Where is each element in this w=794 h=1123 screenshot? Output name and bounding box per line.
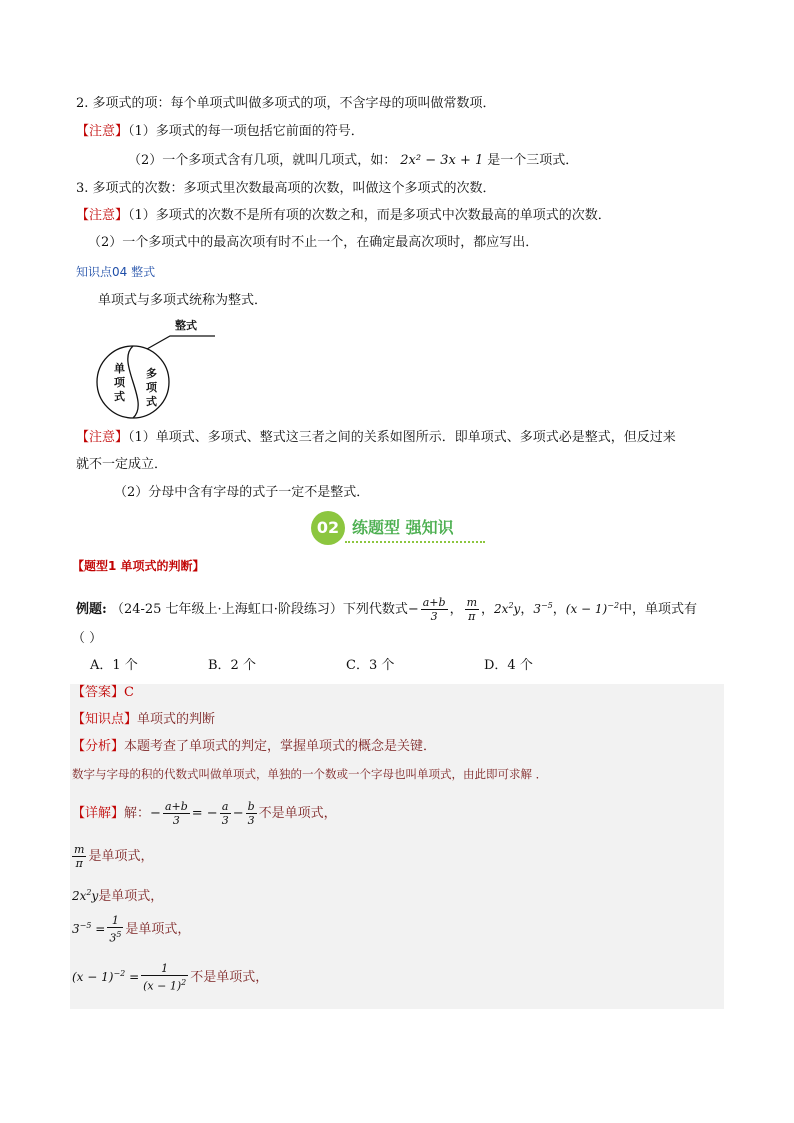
note-6: （2）分母中含有字母的式子一定不是整式． [114, 485, 370, 500]
knowledge-value: 单项式的判断 [137, 712, 216, 727]
knowledge-line [72, 711, 215, 729]
detail-step-3: $2x^2y$是单项式， [72, 888, 164, 904]
detail-tag: 【详解】 [72, 806, 125, 821]
diagram-label-polynomial: 多 项 式 [146, 367, 157, 408]
question-stem-text: 中，单项式有 [619, 602, 698, 617]
section-underline [345, 541, 485, 543]
note-tag: 【注意】 [76, 208, 129, 223]
analysis-tag: 【分析】 [72, 739, 125, 754]
note-text: （1）多项式的次数不是所有项的次数之和，而是多项式中次数最高的单项式的次数． [128, 208, 611, 223]
note-text: （2）一个多项式含有几项，就叫几项式，如： [128, 153, 397, 168]
knowledge-point-body: 单项式与多项式统称为整式． [98, 293, 268, 308]
section-title: 练题型 强知识 [352, 518, 454, 537]
note-2 [128, 152, 578, 170]
option-c[interactable]: C．3 个 [346, 658, 395, 673]
option-a[interactable]: A．1 个 [90, 658, 138, 673]
answer-panel [70, 684, 724, 1009]
note-4: （2）一个多项式中的最高次项有时不止一个，在确定最高次项时，都应写出． [88, 235, 539, 250]
section-number-badge: 02 [311, 511, 345, 545]
note-3 [76, 207, 611, 225]
question-type-title: 【题型1 单项式的判断】 [72, 559, 205, 573]
note-text: （1）单项式、多项式、整式这三者之间的关系如图所示．即单项式、多项式必是整式，但反过来 [128, 430, 676, 445]
detail-step-1: 【详解】解：− $\frac{a+b}{3}$ = − $\frac{a}{3}$ − $\frac{b}{3}$ 不是单项式， [72, 800, 337, 827]
answer-tag: 【答案】 [72, 685, 125, 700]
note-math: 2x² − 3x + 1 [400, 153, 484, 168]
detail-step-4: $3^{-5}$ = $\frac{1}{3^5}$ 是单项式， [72, 914, 191, 945]
option-d[interactable]: D．4 个 [484, 658, 533, 673]
note-text: （1）多项式的每一项包括它前面的符号． [128, 124, 364, 139]
knowledge-point-title: 知识点04 整式 [76, 265, 156, 279]
note-tag: 【注意】 [76, 430, 129, 445]
note-5 [76, 429, 676, 447]
note-1 [76, 123, 364, 141]
answer-line [72, 684, 134, 702]
diagram-label-monomial: 单 项 式 [114, 362, 125, 403]
analysis-line-2: 数字与字母的积的代数式叫做单项式，单独的一个数或一个字母也叫单项式，由此即可求解 ． [72, 767, 548, 781]
diagram-label-integral: 整式 [175, 319, 197, 332]
detail-step-5: $(x - 1)^{-2}$ = $\frac{1}{(x - 1)^2}$ 不是单项式， [72, 962, 269, 993]
knowledge-tag: 【知识点】 [72, 712, 138, 727]
option-b[interactable]: B．2 个 [208, 658, 256, 673]
question-label: 例题: [76, 602, 107, 617]
detail-step-2: $\frac{m}{\pi}$ 是单项式， [74, 843, 154, 870]
answer-paren: （ ） [72, 631, 103, 646]
note-tag: 【注意】 [76, 124, 129, 139]
analysis-line [72, 738, 436, 756]
question-stem: 例题: （24-25 七年级上·上海虹口·阶段练习）下列代数式− $\frac{a+b}{3}$ ， $\frac{m}{\pi}$ ，$2x^2y$，$3^{-5}$，$(x - 1)^{-2}$中，单项式有 [76, 596, 698, 623]
answer-value: C [124, 685, 134, 700]
degree-definition: 3. 多项式的次数：多项式里次数最高项的次数，叫做这个多项式的次数． [76, 181, 496, 196]
term-definition: 2. 多项式的项：每个单项式叫做多项式的项，不含字母的项叫做常数项． [76, 96, 496, 111]
question-stem-text: （24-25 七年级上·上海虹口·阶段练习）下列代数式 [110, 602, 408, 617]
note-5-continued: 就不一定成立． [76, 457, 168, 472]
analysis-value: 本题考查了单项式的判定，掌握单项式的概念是关键． [124, 739, 437, 754]
note-text: 是一个三项式． [487, 153, 579, 168]
